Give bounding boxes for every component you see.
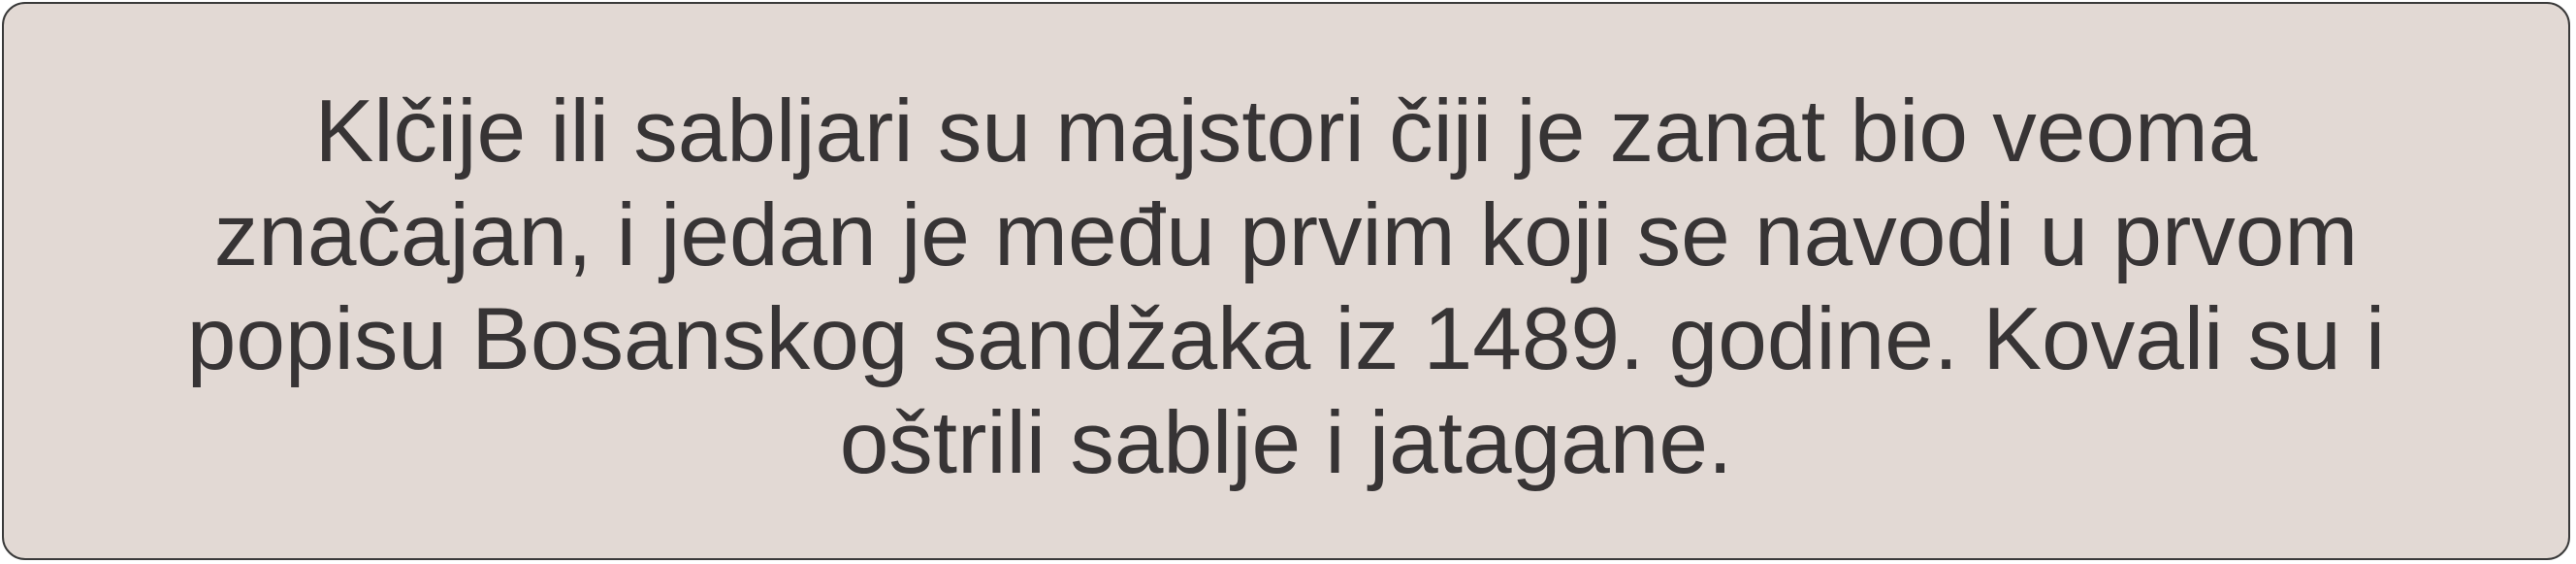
info-panel <box>2 2 2570 560</box>
panel-text: Klčije ili sabljari su majstori čiji je zanat bio veoma značajan, i jedan je među prvim koji se navodi u prvom popisu Bosanskog sandžaka iz 1489. godine. Kovali su i oštrili sablje i jatagane. <box>186 82 2386 492</box>
